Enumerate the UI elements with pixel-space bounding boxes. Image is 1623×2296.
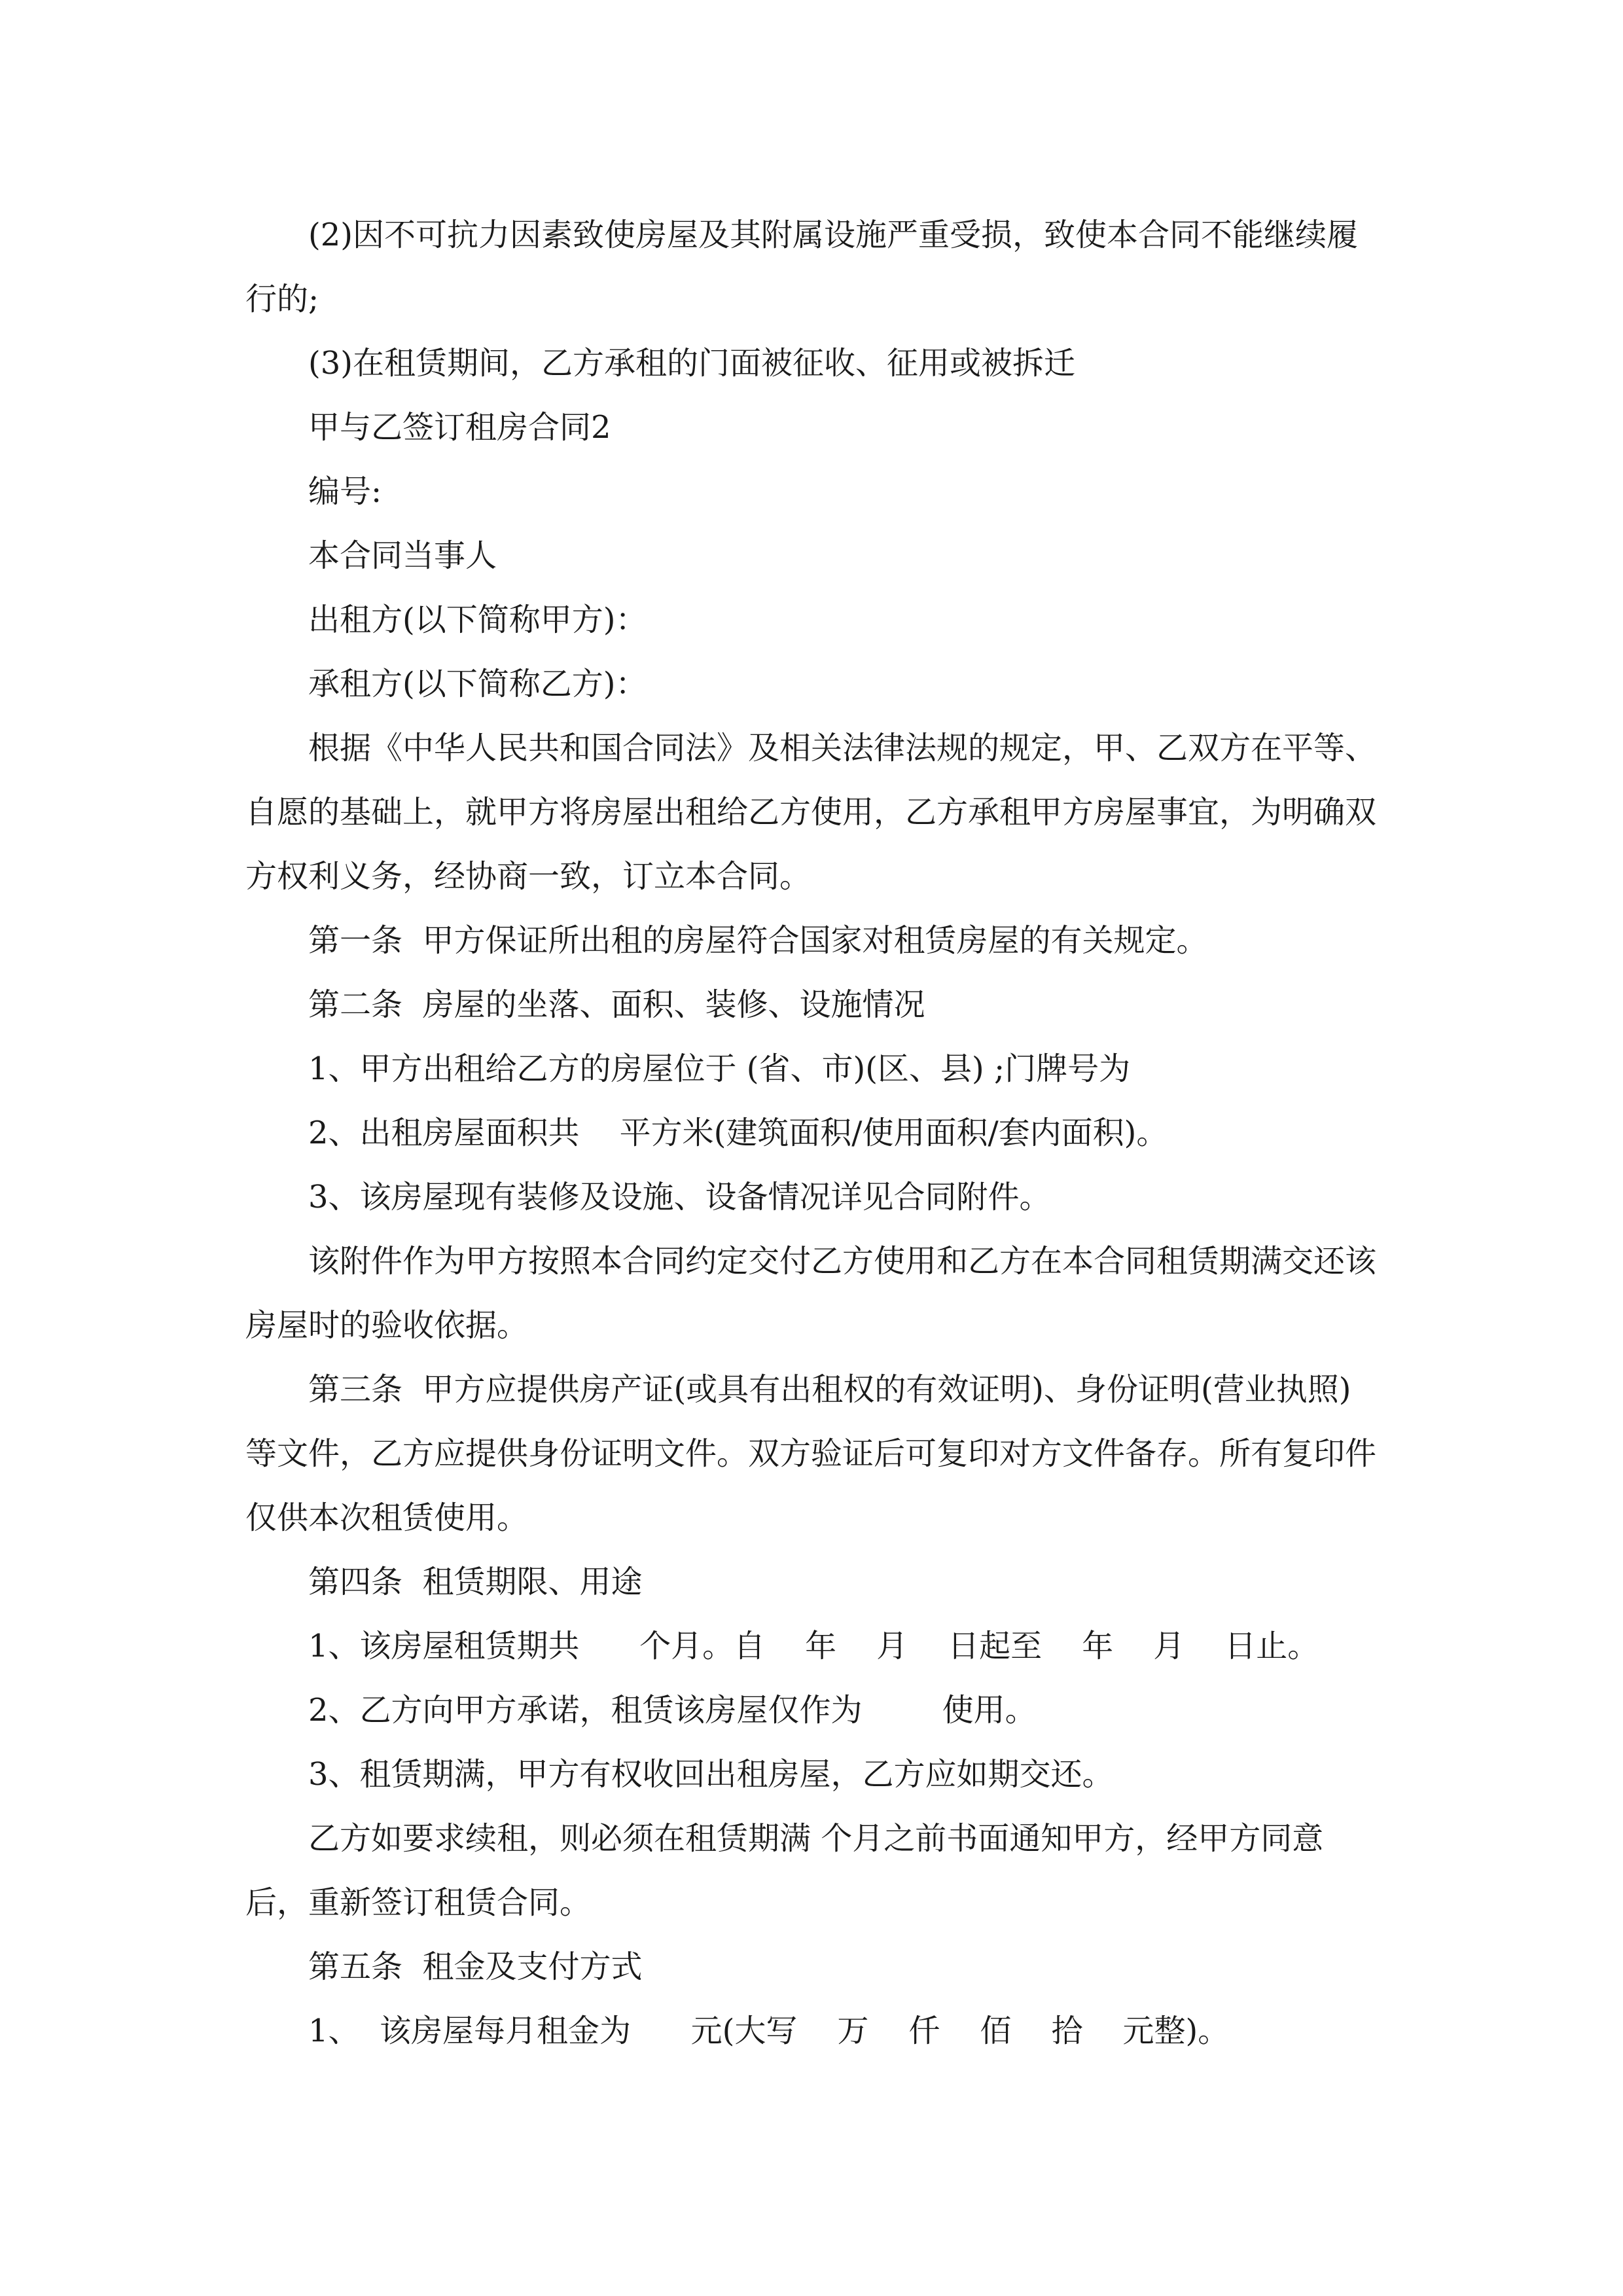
article-2-item-1: 1、甲方出租给乙方的房屋位于 (省、市)(区、县) ;门牌号为 [308,1050,1131,1087]
article-4-item-2: 2、乙方向甲方承诺，租赁该房屋仅作为 使用。 [308,1692,1037,1729]
contract-number: 编号: [308,473,382,510]
article-2-heading: 第二条 房屋的坐落、面积、装修、设施情况 [308,986,925,1023]
clause-expropriation: (3)在租赁期间，乙方承租的门面被征收、征用或被拆迁 [308,345,1075,382]
article-4-heading: 第四条 租赁期限、用途 [308,1564,643,1600]
parties-heading: 本合同当事人 [308,537,497,574]
article-4-item-1: 1、该房屋租赁期共 个月。自 年 月 日起至 年 月 日止。 [308,1628,1319,1664]
clause-force-majeure: (2)因不可抗力因素致使房屋及其附属设施严重受损，致使本合同不能继续履行的; [245,217,1358,317]
article-1: 第一条 甲方保证所出租的房屋符合国家对租赁房屋的有关规定。 [308,922,1208,959]
article-5-heading: 第五条 租金及支付方式 [308,1948,643,1985]
article-2-item-3: 3、该房屋现有装修及设施、设备情况详见合同附件。 [308,1179,1051,1215]
preamble: 根据《中华人民共和国合同法》及相关法律法规的规定，甲、乙双方在平等、自愿的基础上，就甲方将房屋出租给乙方使用，乙方承租甲方房屋事宜，为明确双方权利义务，经协商一致，订立本合同。 [245,730,1377,895]
contract-title: 甲与乙签订租房合同2 [308,409,611,446]
lessor-line: 出租方(以下简称甲方)： [308,601,647,638]
contract-body [245,203,1381,2063]
article-2-item-2: 2、出租房屋面积共 平方米(建筑面积/使用面积/套内面积)。 [308,1115,1168,1151]
lessee-line: 承租方(以下简称乙方)： [308,666,647,702]
article-5-item-1: 1、 该房屋每月租金为 元(大写 万 仟 佰 拾 元整)。 [308,2013,1230,2049]
article-3: 第三条 甲方应提供房产证(或具有出租权的有效证明)、身份证明(营业执照)等文件，乙方应提供身份证明文件。双方验证后可复印对方文件备存。所有复印件仅供本次租赁使用。 [245,1371,1377,1536]
annex-note: 该附件作为甲方按照本合同约定交付乙方使用和乙方在本合同租赁期满交还该房屋时的验收依据。 [245,1243,1377,1344]
renewal-note: 乙方如要求续租，则必须在租赁期满 个月之前书面通知甲方，经甲方同意后，重新签订租赁合同。 [245,1820,1324,1921]
article-4-item-3: 3、租赁期满，甲方有权收回出租房屋，乙方应如期交还。 [308,1756,1114,1793]
